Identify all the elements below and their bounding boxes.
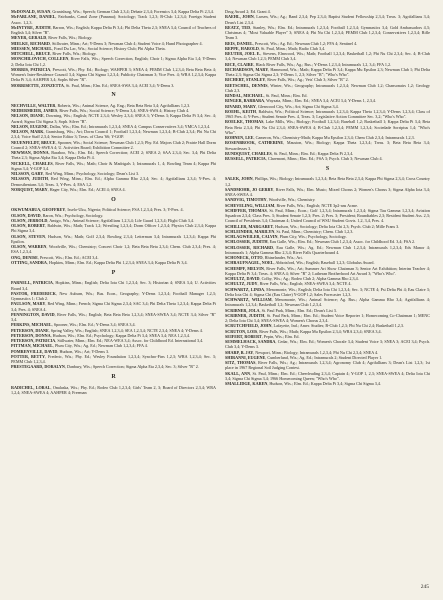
student-details: , River Falls, Wis.; Speech Correction, English; Choir 1; Sigma Alpha Eta 1,4; Y-Dems 2; Delta Iota Chi 1,2. bbox=[11, 56, 217, 67]
student-details: , Glenwood City, Wis.; Art; Sigma Chi Sigma 3,4. bbox=[255, 103, 339, 109]
student-details: , Menomonie, Wis.; English; Delta Iota Chi 1,2,3,4; Sec. 3; NCTE 4; Psi Delta Phi 4; Eau Claire 3; Delta Iota Chi 4; Sigma Chi (Eau Claire) Y-GOP 1,2; Sales Forecaster 1,2,3. bbox=[225, 286, 431, 297]
student-name: MONCHILOVICH, COLLEEN bbox=[11, 56, 69, 62]
student-details: , River Falls, Wis.; Social Science; Y-Dems 3,4; SNEA-SWA 4; History Club 4. bbox=[57, 108, 190, 114]
student-details: , River Falls, Wis.; Math; Choir & Madrigals 1; Intramurals 1, 4; Bowling Team 4; Kappa Phi Sigma 3,4; Y-GOP 3,4. bbox=[11, 160, 216, 171]
student-name: RAEHL, JOHN bbox=[225, 14, 254, 20]
student-name: PETERSON, PATRICIA bbox=[11, 338, 56, 344]
bio-entry bbox=[225, 83, 430, 94]
student-name: NELSON, MARK bbox=[11, 129, 44, 135]
student-details: , Amigo, Wis.; Animal Science; Agrifallians 1,2,3,4; Life Guard 1,2,3,4; Flight Club 3,4. bbox=[47, 217, 194, 223]
student-name: SANDMOHR, JO GERRY bbox=[225, 186, 274, 192]
right-column bbox=[225, 9, 430, 395]
student-name: SCHWARTZ, WILLIAM bbox=[225, 297, 272, 303]
student-details: , Dallas, Wis.; Elm. Ed.; Intramurals 1,2,3,4; SNEA 4; Campus Conservatives 3,4; YMCA 1,2,3,4. bbox=[47, 123, 211, 129]
bio-entry bbox=[225, 287, 430, 298]
student-name: MITCHELL, BRUCE bbox=[11, 51, 51, 56]
student-name: SCRUTON, LOIS bbox=[225, 328, 258, 334]
student-name: OLSON, JERROLD bbox=[11, 217, 48, 223]
bio-entry bbox=[225, 339, 430, 350]
student-name: McFARLANE, DANIEL bbox=[11, 14, 56, 20]
bio-entry bbox=[225, 245, 430, 256]
student-details: , Hopkins, Minn.; English; Delta Iota Chi 1,2,3,4; Sec. 3; Historian 4; SNEA 3,4; U. Activities Board 3,4. bbox=[11, 280, 217, 291]
student-details: , Cedar, Wis.; Elm. Ed.; Women's Chorale 3,4; Student Voice 3; SNEA 3; ACEI 3,4; Psych. Club 3,4; Y-Dems 3. bbox=[225, 339, 430, 350]
student-details: , St. Paul, Minn.; Chemistry; Chem. Club 1,2,3. bbox=[274, 228, 354, 234]
student-name: SCRIBNER, JOLA bbox=[225, 307, 260, 313]
student-name: MORRISETTE, ZONZETTA bbox=[11, 82, 64, 88]
student-details: , Barron, Wis.; English; Kappa Delta Pi 3,4; Phi Delta Theta 2,3; SNEA 3,4; Council of Teachers of English 3,4; Silver "R". bbox=[11, 24, 216, 35]
student-name: RINDAL, MICHAEL bbox=[225, 93, 264, 98]
bio-entry bbox=[11, 14, 216, 25]
student-name: SCHILLER, MARGARET bbox=[225, 223, 274, 229]
student-name: PENNINGTON, DAVID bbox=[11, 311, 55, 317]
entries-o bbox=[11, 207, 216, 265]
student-name: NILSSON, GARY bbox=[11, 171, 44, 177]
bio-entry bbox=[11, 244, 216, 255]
student-details: , Cameron, Wis.; Chemistry-Math; Kappa Mu Epsilon 2,3,4; Chem Club 2,3,4; Intramurals 1,2,3. bbox=[253, 135, 415, 140]
student-details: , St. Paul Park, Minn.; Elm. Ed.; Student Voice Reporter 1; Homecoming Co-Chairman 1; MENC 2; Delta Iota Chi 3,4; SNEA-SWEA 4; Women's Chorus 2,3,4. bbox=[225, 312, 430, 324]
student-details: , Danbury, Wis.; Speech Correction; Sigma Alpha Eta 2,3,4; Sec. 3; Silver "R" 2. bbox=[64, 364, 199, 370]
student-details: , Rhinelander, Wis.; Art. bbox=[262, 255, 303, 261]
student-name: NEWMAN, DONNA bbox=[11, 150, 49, 156]
student-name: SCHIFFER, THOMAS bbox=[225, 207, 267, 213]
student-name: SCHWARTZ, LINDA bbox=[225, 286, 265, 292]
bio-entry bbox=[11, 150, 216, 161]
student-details: , Red Wing, Minn.; French; Sigma Chi Sigma 2,3,4; SAC 3,4; Phi Delta Theta 1,2,3,4; Kappa Delta Pi 3,4; Pres. 4; SNEA 4. bbox=[11, 301, 216, 312]
student-name: PAULSON, MARY bbox=[11, 301, 46, 307]
student-name: SCHLOSSER, RICHARD bbox=[225, 244, 274, 250]
student-name: PITTMAN, MICHAEL bbox=[11, 343, 53, 349]
bio-entry bbox=[11, 56, 216, 67]
student-name: PETERSON, DONNA bbox=[11, 332, 51, 338]
student-details: , Plum City, Wis.; Ag. Ed.; Newman Club 1,2,3,4; FFA 4. bbox=[52, 343, 148, 349]
bio-entry bbox=[11, 129, 216, 140]
student-details: , Spooner, Wis.; Social Science; Newman Club 1,2,3; Phy. Ed. Majors Club 2; Prairie Hall Dorm Council 2; SNEA-SWEA 4; U. Activities Board; Exhibition Committee 2. bbox=[11, 139, 216, 150]
student-name: MORRIS, PATRICIA bbox=[11, 66, 51, 72]
bio-entry bbox=[225, 187, 430, 198]
student-name: POTTER, BETTY bbox=[11, 353, 46, 359]
student-name: MIELKE, RICHARD bbox=[11, 40, 50, 46]
student-details: , St. Paul, Minn.; Elm. Ed.; Cheerleading 2,3,4; Captain 4; Y-GOP 1, 2,3; SNEA-SWEA 4; Delta Iota Chi 3,4; Sigma Chi Sigma 3,4; 1966 Homecoming Queen; "Who's Who". bbox=[225, 370, 430, 381]
entries-r-right bbox=[225, 9, 430, 161]
student-name: SCHULTZ, JUDY bbox=[225, 281, 258, 287]
student-details: , Stevens, Elmwood, Wis.; Math; Football 1,2,3,4; Basketball 1,2; Phi Nu Chi 2,3,4; Sec. 4; B-Club 3,4; Newman Club 1,2,3; PEMM Club 3,4. bbox=[225, 51, 430, 62]
student-details: , Stanley, Wis.; Elm. Ed.; Intramurals 1,2,3,4; Football 1,2,3,4; Gymnastics 3,4; Gold Ambassadors 4,3; Christmas 4; "Most Valuable Player" 3; SNEA 4; Phi Nu Chi 1,2,3,4; PEMM Club 1,2,3,4; Conservatives 1,2,3,4; Rifle Team 3. bbox=[225, 24, 430, 41]
student-name: SCRUTCHFIELD, JOHN bbox=[225, 323, 272, 329]
student-details: , Baron, Wis.; Psychology, Sociology. bbox=[40, 212, 104, 218]
student-details: , Newport, Minn.; Biology; Intramurals 1,2,3,4; Phi Nu Chi 2,3,4; SNEA 4. bbox=[253, 349, 379, 355]
bio-entry bbox=[11, 187, 216, 192]
student-details: , River Falls, Wis.; Art; Summer Art Show Chairman 3; Senior Art Exhibition; Interim Teacher 4; Kappa Delta Pi 3,4; Treas. 4; SNEA 4; Silver "R" 2; Lutheran Brotherhood Art Award 3; "Who's Who". bbox=[225, 265, 430, 276]
student-details: , Fond Du Lac, Wis.; Social Science; History Club; Phi Alpha Theta. bbox=[51, 45, 166, 51]
student-details: , St. Paul, Minn.; Elm. Ed.; SNEA-SWA 3,4; ACEI 3,4; Y-Dems 3. bbox=[63, 82, 175, 88]
student-name: SEIFERT, ROBERT bbox=[225, 333, 262, 339]
bio-entry bbox=[225, 176, 430, 187]
student-details: , Baraboo, Wis.; Elm. Ed.; Speech Correction; ACEI 2; SNEA 2; SAA 2,3,4; Sec. 3,4; Phi Delta Theta 2,3; Sigma Alpha Eta 3,4; Kappa Delta Pi 4. bbox=[11, 150, 216, 161]
bio-entry bbox=[11, 140, 216, 151]
student-name: SHARP, B. JAY bbox=[225, 349, 254, 355]
student-details: , New Auburn, Wis.; Bus. Econ., Geography; Y-Dems 1,2,3,4; Football Manager 1,2,3; Gymnastics 1; Club 2. bbox=[11, 290, 216, 302]
bio-entry bbox=[11, 67, 216, 83]
bio-entry bbox=[11, 83, 216, 88]
student-name: MEYER, GERALD bbox=[11, 35, 47, 41]
page-number: 245 bbox=[420, 584, 429, 590]
bio-entry bbox=[225, 51, 430, 62]
student-details: , Hager City, Wis.; Elm. Ed.; ACEI 4; SNEA 4. bbox=[47, 186, 126, 192]
student-name: SMALLIDGE, KAREN bbox=[225, 381, 268, 387]
student-details: , Roberts, Wis.; Animal Science, Ag. Eng.; Beta Beta Beta 3,4; Agrifallians 1,2,3. bbox=[55, 102, 191, 108]
entries-m bbox=[11, 9, 216, 88]
student-details: , Red Wing, Minn.; Elm. Ed.; Alpha Gamma Rho 2,3,4; Sec. 4; Agrifallians 2,3,4; Y-Pres. 4; Demosthenians 3,4; Treas. 3, Y-Pres. 4; ESA 1,2. bbox=[11, 176, 216, 187]
bio-entry bbox=[11, 260, 216, 265]
student-name: ROELKE, THOMAS bbox=[225, 119, 264, 125]
student-details: , Grantsburg, Wis.; Speech; German Club 2,3,4; Debate 2,3,4; Forensics 3,4; Kappa Delta Pi 2,3,4. bbox=[50, 9, 214, 14]
student-details: , Mauston, Wis.; Biology; Kappa Theta 1,2,3,4; Treas. 3; Beta Beta Beta 3,4; Stewardesses 3. bbox=[225, 140, 430, 151]
student-details: , St. Paul, Minn.; Elm. Ed.; Kappa Delta Pi 2,3,4. bbox=[271, 150, 354, 156]
student-details: , Prescott, Wis.; Elm. Ed.; ACEI 3,4. bbox=[37, 254, 99, 260]
student-details: , Larsen, Wis.; Ag.; Band 2,3,4; Pep 2,3,4; Baptist Student Fellowship 2,3,4; Treas. 3; Agrifallians 3,4; Dean's List 2,3,4. bbox=[225, 14, 430, 25]
bio-entry bbox=[225, 208, 430, 224]
entries-r-left bbox=[11, 385, 216, 396]
student-details: , Cumberland, Wis.; Ag. Ed.; Intramurals 2; Student Directed Player 1. bbox=[265, 354, 383, 360]
bio-entry bbox=[225, 14, 430, 25]
student-details: , Fairbanks, Canal Zone (Panama); Sociology; Track 1,2,3; B-Club 1,2,3,4; Foreign Student Assoc. 1,2,3. bbox=[11, 14, 216, 25]
student-name: PETERSON, DIANE bbox=[11, 327, 49, 333]
section-letter-n: N bbox=[111, 92, 116, 99]
student-name: McINTYRE, JUDITH bbox=[11, 24, 51, 30]
student-name: REIS, DANIEL bbox=[225, 40, 253, 46]
student-details: , River Falls, Wis.; English; NCTE 3p2-ans Acme. bbox=[274, 202, 359, 208]
bio-entry bbox=[11, 301, 216, 312]
student-name: NEIDERMEIER, JAMES bbox=[11, 108, 58, 114]
bio-entry bbox=[225, 313, 430, 324]
bio-entry bbox=[225, 297, 430, 308]
student-name: McDONALD, SUSAN bbox=[11, 9, 51, 14]
student-name: RICE, CLAIRE bbox=[225, 61, 254, 67]
student-details: , River Falls, Wis.; Biology. bbox=[46, 35, 93, 41]
student-name: SCHRAUFNAGEL, NOEL bbox=[225, 260, 274, 266]
student-name: MIESSEN, MICHAEL bbox=[11, 45, 52, 51]
student-name: NECHVILLE, WALTER bbox=[11, 102, 56, 108]
student-name: REPPE, HAROLD bbox=[225, 45, 259, 51]
student-details: , St. Paul, Minn.; Econ.; Golf 1,2,3,4; Intramurals 1,2,3,4; Sigma Tau Gamma 1,2,3,4; Aviation Squadron 2,3,4; Class Pres. 3; Student Senate 1,2,3; Pres. 2; Pres. 3; President; Roundtables 2,3; Resident Student Ass. 2,3; Council of Presidents 3,4; Chairman 4; United Council of WSU Student Govts. 1,2, 3,4, Pres. 4. bbox=[225, 207, 430, 224]
student-details: , Woodville, Wis.; Chemistry. bbox=[266, 197, 316, 203]
student-details: , Phillips, Wis.; Biology; Intramurals 1,2,3,4; Beta Beta Beta 2,3,4; Kappa Phi Sigma 2,3,4; Cross Country 1,2. bbox=[225, 176, 430, 187]
student-details: , Stillwater, Minn.; Elm. Ed.; NEA-WEA 3,4; Assoc. for Childhood Ed. International 3,4. bbox=[55, 338, 204, 344]
student-details: , Baldwin, Wis.; Math; Track 1,2; Wrestling 1,2,3,4; Dorm Officer 1,2,3,4; Physics Club 2,3,4; Kappa Phi Sigma 3,4. bbox=[11, 223, 216, 234]
entries-s bbox=[225, 176, 430, 386]
student-name: RINGER, BARBARA bbox=[225, 98, 265, 104]
student-name: SEMMELHACK, SANDRA bbox=[225, 339, 276, 345]
student-name: RIVARD, MARY bbox=[225, 103, 256, 109]
student-name: ROEHL, KEITH bbox=[225, 108, 257, 114]
student-details: , River Falls, Wis.; Ag.; Intramurals 1,2,3,4; Agronomy Club 4; Agrifallians 3; Dean's List 1,2,3; 1st place in 1967 Regional Soil Judging Contest. bbox=[225, 360, 430, 371]
student-details: , Frederic, Wis.; Phy. Ed.; Wesley Foundation 1,2,3,4; Synchro-Fins 1,2,3; WRA 1,2,3,4; Sec. 3; PEMM Club 1,2,3,4. bbox=[11, 353, 216, 365]
student-name: OLSON, DAVID bbox=[11, 212, 41, 218]
student-details: , Downing, Wis.; English; NCTE 2,3,4; Wesley 2,3,4; SNEA 3; Y-Dems 3; Kappa Delta Pi 3,4; Sec. 4; Award; Sigma Chi Sigma 3; Soph. Silver "R". bbox=[11, 113, 216, 124]
bio-entry bbox=[225, 109, 430, 120]
student-name: REUTER, JOEL E. bbox=[225, 51, 261, 56]
student-details: , Hudson, Wis.; Sociology; Delta Iota Chi 2,3; Psych. Club 2; Mille Frans 3. bbox=[273, 223, 400, 229]
student-details: , River Falls, Wis.; Ag.; Vets' Club 3; Silver "R" 2. bbox=[265, 77, 349, 83]
student-details: , River Falls, Wis.; English; SNEA-SWEA 3,4; NCTE 4. bbox=[257, 281, 352, 287]
student-name: ROHNEN, LEE bbox=[225, 135, 254, 140]
student-details: , River Falls, Wis.; Biology. bbox=[50, 51, 97, 56]
bio-entry bbox=[11, 223, 216, 234]
bio-entry bbox=[225, 140, 430, 151]
two-column-body bbox=[11, 9, 430, 395]
student-name: SCHLEINDER, MARILYN bbox=[225, 228, 275, 234]
student-name: SCRIBNER, JUDITH bbox=[225, 312, 265, 318]
left-column bbox=[11, 9, 216, 395]
section-letter-o: O bbox=[111, 196, 116, 203]
section-letter-s: S bbox=[325, 165, 330, 172]
student-details: , Stillwater, Minn.; Art; Y-Dems 3; Newman Club 4; Student Voice 4; Hund Photographer 4. bbox=[49, 40, 203, 46]
student-name: RUSSELL, PATRICIA bbox=[225, 156, 266, 161]
student-name: ROSENBROOK, CATHERINE bbox=[225, 140, 284, 146]
student-details: , Claremont, Minn.; Elm. Ed.; FSA 3; Psych. Club 3; Newman Club 4. bbox=[265, 156, 383, 161]
bio-entry bbox=[225, 360, 430, 371]
bio-entry bbox=[225, 67, 430, 78]
student-details: , Menomonie, Wis.; Animal Science; Ag. Bus.; Alpha Gamma Rho 3,4; Agrifallians 4; Intramurals 1,2,3,4; Basketball 1,2; Newman Club 1,2,3,4. bbox=[225, 297, 430, 308]
student-details: , Onalaska, Wis.; Phy. Ed.; Rodeo Club 1,2,3,4; Girls' Team 2, 3; Board of Directors 2,3,4; WRA 1,2,4; SNEA-SWEA 4; AAHPER 4; Freeman bbox=[11, 384, 216, 395]
student-details: , St. Paul, Minn.; Elm. Ed. bbox=[263, 93, 308, 98]
bio-entry bbox=[225, 266, 430, 277]
student-details: , River Falls, Wis.; English; Beta Beta Beta 1,2,3,4; SNEA-SWEA 3,4; NCTE 3,4; Silver "R" 3,4. bbox=[11, 311, 216, 323]
bio-entry bbox=[225, 381, 430, 386]
bio-entry bbox=[225, 371, 430, 382]
student-details: , Baldwin, Wis.; Political Science; Intramurals 1,2,3,4; Kappa Theta 1,2,3,4; Y-Dems 1,2,3,4; Class of 1965 Pres. 4; Y-Pres.; Student Senate Pres. 4, Treas. 3; Legislative Action Committee Sec. 3,2; "Who's Who". bbox=[225, 108, 430, 119]
bio-entry bbox=[11, 113, 216, 124]
bio-entry bbox=[11, 161, 216, 172]
bio-entry bbox=[11, 354, 216, 365]
student-name: SHIRANNI, EUGENE bbox=[225, 354, 266, 360]
student-name: PARNELL, PATRICIA bbox=[11, 280, 53, 286]
bio-entry bbox=[11, 234, 216, 245]
student-name: RICHARDSON, MARY bbox=[225, 66, 269, 72]
bio-entry bbox=[11, 312, 216, 323]
student-name: OLSON, WARREN bbox=[11, 244, 47, 250]
student-name: RICHERT, STANLEY bbox=[225, 77, 266, 83]
student-details: , Pepin, Wis.; Elm. Ed. bbox=[261, 333, 300, 339]
student-details: , Prescott, Wis.; Phy. Ed.; Biology; WAHPER 3; SNEA 4; PEMM Club 1,2,3,4; Beta Beta Beta 4; Women's Inter-Residence Council 3,4; Sigma Chi Sigma 1,2,3,4; Publicity Chairman 3; Vice Pres. 4; WRA 1,2,3,4; Kappa Delta Pi 3,4; AAHPER 3,4; Sophs Silver "R". bbox=[11, 66, 216, 83]
student-details: , Hopkins, Minn.; Elm. Ed.; Kappa Delta Phi 1,2,3,4; SNEA 3,4; Kappa Delta Pi 3,4. bbox=[46, 259, 188, 265]
student-name: SALEK, JOHN bbox=[225, 176, 253, 182]
student-details: , Hudson, Wis.; Math; Golf 2,3,4; Bowling 2,3,4; Letterman 3,4; Intramurals 1,2,3,4; Kappa Phi Epsilon. bbox=[11, 233, 216, 244]
student-name: SCHEMPF, MELVIN bbox=[225, 265, 264, 271]
bio-entry bbox=[225, 25, 430, 41]
student-name: REATZ, TED bbox=[225, 24, 251, 30]
student-name: NORQUIST, MARY bbox=[11, 186, 48, 192]
student-details: , Winter, Wis.; Geography; Intramurals 1,2,3,4; Newman Club 1,2; Chansonairs 1,2; Geology Club 2,3. bbox=[225, 82, 430, 93]
bio-entry bbox=[11, 364, 216, 369]
student-name: SCHONECK, OTTO bbox=[225, 255, 263, 261]
student-name: SCHULTZ, DAVID bbox=[225, 276, 260, 282]
student-name: PERKINS, MICHAEL bbox=[11, 322, 52, 328]
student-name: RADICHEL, LORAL bbox=[11, 384, 51, 390]
student-details: , Hudson, Wis.; Elm. Ed.; Psychology; Kappa Delta Pi 3,4; SNEA 3,4; NEA 1,2,3,4. bbox=[50, 332, 190, 338]
student-details: , Wayzata, Minn.; Elm. Ed.; SNEA 3,4; ACEI 3,4; Y-Dems 1, 2,3,4. bbox=[264, 98, 377, 104]
bio-entry bbox=[225, 156, 430, 161]
student-details: , Plum City, Wis.; Psychology, Sociology. bbox=[277, 234, 347, 240]
student-name: ONG, DENISE bbox=[11, 254, 38, 260]
student-name: OKWUMABUA, GEOFFREY bbox=[11, 207, 66, 213]
student-name: NELSON, DIANE bbox=[11, 113, 44, 119]
student-name: NELSON, EUGENE bbox=[11, 123, 48, 129]
student-details: , Eau Galle, Wis.; Elm. Ed.; Newman Club 1,2,3,4; Assoc. for Childhood Ed. 3,4; FSA 2. bbox=[267, 239, 416, 245]
bio-entry bbox=[11, 280, 216, 291]
student-details: , Lake Mills, Wis.; Biology; Football 1,2,3,4; Baseball 1,2; Basketball 1; Kappa Delta Pi 3,4; Beta Beta Beta 2,3,4; Phi Nu Chi 2,3,4; SNEA-SWEA 4; B-Club 1,2,3,4; PEMM 1,2,3,4; Sociedade Sorriptus 1,4; "Who's Who". bbox=[225, 119, 430, 135]
section-letter-p: P bbox=[111, 269, 116, 276]
student-name: NEUENFELDT, BRUCE bbox=[11, 139, 56, 145]
student-name: SCHLAGWEILER, CALVIN bbox=[225, 234, 278, 240]
student-name: SITZ, THOMAS bbox=[225, 360, 256, 366]
student-details: Drug Award 2; Ed. Grant 4. bbox=[225, 9, 271, 14]
student-name: NILSSON, JUDITH bbox=[11, 176, 48, 182]
student-details: , Spring Valley, Wis.; English; SNEA 1,2,3,4; SEA 1,2,3,4; NCTE 2,3,4; SNEA 4; Y-Dems 4. bbox=[48, 327, 203, 333]
bio-entry bbox=[11, 385, 216, 396]
student-name: SKALL, ANN bbox=[225, 370, 251, 376]
student-name: OTTING, SANDRA bbox=[11, 259, 47, 265]
student-details: , Abbotsford, Wis.; English; Baseball 1,2,3; Globulus Award. bbox=[273, 260, 375, 266]
student-details: , Spooner, Wis.; Elm. Ed.; Y-Dems 3,4; SNEA 3,4. bbox=[51, 322, 136, 328]
student-details: , Prescott, Wis.; Ag. Ed.; Newman Club 1,2; FFA 4; Sentinel 4. bbox=[252, 40, 358, 46]
student-details: , St. Paul, Minn.; Math; Radio Club 3,4. bbox=[258, 45, 326, 51]
student-name: OLSON, STEVEN bbox=[11, 233, 46, 239]
student-details: , Woodville, Wis.; Chemistry; Concert Choir 1,2; Beta Beta Beta 2,3,4; Chem. Club 2,3,4; Pres. 4; ESA 1,2,3,4. bbox=[11, 244, 216, 255]
student-details: , River Falls, Wis.; Math; Kappa Mu Epsilon 2,3,4; WRA 2,3,4; SNEA 3,4. bbox=[257, 328, 382, 334]
student-details: , Eau Galle, Wis.; Ag. Ed.; Newman Club 1,2,3,4; Intramurals 1,2,3,4; Eds Manor 4; Intramurals 1; Alpha Gamma Rho 2,3,4; River Falls Quarterhound 4. bbox=[225, 244, 430, 255]
bio-entry bbox=[225, 119, 430, 135]
bio-entry bbox=[11, 25, 216, 36]
student-details: , St. Paul Park, Minn.; Elm. Ed.; Dean's List 3. bbox=[259, 307, 337, 313]
student-name: RUNDQUIST, CHARLES bbox=[225, 150, 272, 156]
student-name: PASTOR, FREDERICK bbox=[11, 290, 56, 296]
bio-entry bbox=[11, 176, 216, 187]
entries-n bbox=[11, 103, 216, 192]
bio-entry bbox=[11, 291, 216, 302]
student-details: , Hudson, Wis.; Elm. Ed.; Kappa Delta Pi 3,4; Sigma Chi Sigma 3,4. bbox=[267, 381, 381, 387]
student-name: NICKELL, CHARLES bbox=[11, 160, 53, 166]
student-details: , Grantsburg, Wis.; Art; Dorm Council 1; Football 1,2,3,4; Newman 1,2,3,4; B-Club 2,3,4; Phi Nu Chi 2,3,4; Voice Staff 2,3,4; Senior Editor 3; Treas. of Class '66; Y-GOP. bbox=[11, 129, 216, 140]
student-details: , River Falls, Wis.; Elm. Music; Mixed Chorus 2; Women's Chorus 3; Sigma Alpha Iota 3,4; SNEA-SWEA 4. bbox=[225, 186, 430, 198]
student-name: RIETSCHEL, DENNIS bbox=[225, 82, 268, 88]
student-name: POMRENVILLE, DAVID bbox=[11, 348, 58, 354]
student-name: SCHEVELING, WILLIAM bbox=[225, 202, 275, 208]
student-details: , Hudson, Wis.; Art; Y-Dems 3. bbox=[57, 348, 110, 354]
student-details: , Lafayette, Ind.; Amer. Studies; B-Club 1,2,3; Phi Nu Chi 2,4; Basketball 1,2,3. bbox=[271, 323, 404, 329]
section-letter-r: R bbox=[111, 374, 116, 381]
student-name: SCHLOSSER, JUDITH bbox=[225, 239, 268, 245]
student-details: , Black River Falls, Wis.; Ag.; Bus.; Y-Dems 1,2,3,4; Intramurals 1,2, 3,4; FFA 1,2. bbox=[253, 61, 392, 67]
entries-p bbox=[11, 280, 216, 369]
student-name: PRESTEGAARD, DORALYN bbox=[11, 364, 65, 370]
student-name: SANDVIG, TIMOTHY bbox=[225, 197, 267, 203]
student-details: , Isselo-Uku, Nigeria; Political Science; FSA 1,2,3,4; Pres. 3; Y-Pres. 4. bbox=[65, 207, 184, 213]
student-details: , Hammond, Wis.; Math; Kappa Delta Pi 3,4; Kappa Mu Epsilon 2,3; Newman Club 1; Phi Delta Theta 2,3; Sigma Chi Sigma 2,3; Y-Dems 1, 2,3; Silver "R"; "Who's Who". bbox=[225, 66, 430, 77]
student-details: , Colby, Wis.; Ag.; Rodeo Club 2; Alpha Gamma Rho 2,3,4. bbox=[259, 276, 359, 282]
student-details: , Red Wing, Minn.; Psychology, Sociology; Dean's List 3. bbox=[43, 171, 140, 177]
student-name: OLSON, ROBERT bbox=[11, 223, 46, 229]
